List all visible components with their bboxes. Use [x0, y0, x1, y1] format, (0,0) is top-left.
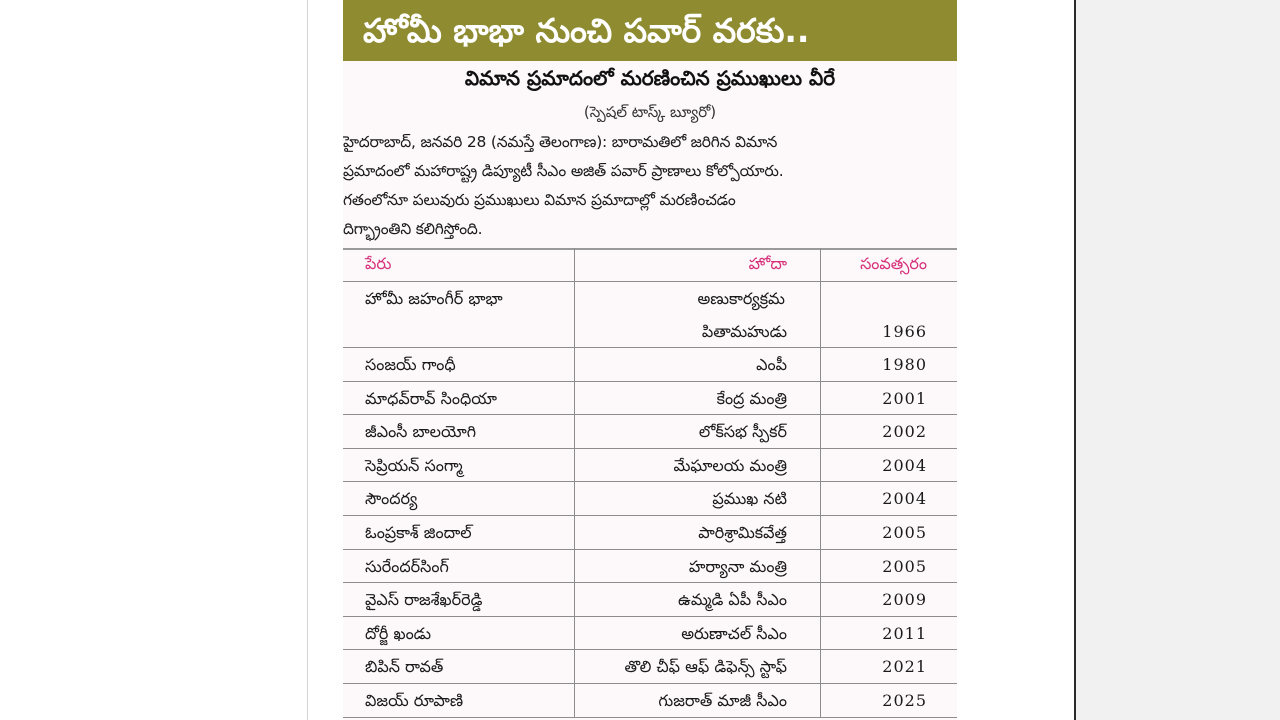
viewer-side-panel [1074, 0, 1280, 720]
row-rule [343, 347, 957, 348]
row-designation: పారిశ్రామికవేత్త [698, 523, 787, 542]
body-line: ప్రమాదంలో మహారాష్ట్ర డిప్యూటీ సీఎం అజిత్ పవార్ ప్రాణాలు కోల్పోయారు. [343, 162, 784, 180]
row-year: 2009 [882, 590, 927, 610]
headline-banner: హోమీ భాభా నుంచి పవార్ వరకు.. [343, 0, 957, 61]
row-year: 2001 [882, 388, 927, 408]
row-rule [343, 616, 957, 617]
row-name: సెప్రియన్ సంగ్మా [365, 455, 463, 475]
row-designation: గుజరాత్ మాజీ సీఎం [658, 691, 787, 710]
row-designation: ఎంపీ [756, 355, 787, 374]
newspaper-clipping [343, 0, 957, 720]
row-designation: లోక్‌సభ స్పీకర్ [698, 422, 787, 442]
column-divider [574, 582, 575, 616]
row-rule [343, 515, 957, 516]
body-line: గతంలోనూ పలువురు ప్రముఖులు విమాన ప్రమాదాల్లో మరణించడం [343, 191, 736, 209]
row-year: 2005 [882, 523, 927, 542]
row-rule [343, 717, 957, 718]
column-divider [574, 414, 575, 448]
row-designation: మేఘాలయ మంత్రి [673, 455, 787, 475]
column-divider [820, 549, 821, 583]
row-name: విజయ్ రూపాణి [365, 691, 464, 710]
page-gutter-left [0, 0, 306, 720]
row-year: 1966 [882, 322, 927, 341]
byline: (స్పెషల్ టాస్క్ బ్యూరో) [583, 103, 717, 121]
column-divider [574, 616, 575, 650]
column-divider [574, 248, 575, 348]
row-rule [343, 549, 957, 550]
header-designation: హోదా [748, 254, 787, 273]
column-divider [820, 414, 821, 448]
column-divider [574, 515, 575, 549]
column-divider [820, 683, 821, 717]
column-divider [820, 649, 821, 683]
column-divider [820, 616, 821, 650]
row-rule [343, 481, 957, 482]
row-rule [343, 448, 957, 449]
row-name: సౌందర్య [365, 489, 418, 509]
column-divider [820, 515, 821, 549]
column-divider [820, 582, 821, 616]
row-rule [343, 683, 957, 684]
header-year: సంవత్సరం [860, 254, 927, 273]
column-divider [820, 248, 821, 348]
row-year: 2004 [882, 455, 927, 475]
header-name: పేరు [365, 254, 392, 273]
column-divider [574, 448, 575, 482]
row-name: హోమీ జహంగీర్ భాభా [365, 289, 503, 308]
row-year: 2005 [882, 556, 927, 576]
row-name: సంజయ్ గాంధీ [365, 355, 456, 374]
row-designation: ప్రముఖ నటి [712, 489, 787, 509]
row-rule [343, 381, 957, 382]
column-divider [574, 347, 575, 381]
body-line: దిగ్భ్రాంతిని కలిగిస్తోంది. [343, 220, 483, 238]
column-divider [820, 481, 821, 515]
column-divider [820, 381, 821, 415]
row-year: 2011 [882, 623, 927, 643]
column-divider [574, 549, 575, 583]
body-line: హైదరాబాద్, జనవరి 28 (నమస్తే తెలంగాణ): బారామతిలో జరిగిన విమాన [343, 133, 778, 151]
row-name: సురేందర్‌సింగ్ [365, 556, 449, 576]
row-rule [343, 414, 957, 415]
column-divider [574, 381, 575, 415]
table-header-rule [343, 281, 957, 282]
column-divider [820, 347, 821, 381]
column-divider [574, 649, 575, 683]
row-designation: అణుకార్యక్రమ [697, 289, 785, 308]
row-designation: కేంద్ర మంత్రి [716, 388, 787, 408]
row-designation: అరుణాచల్ సీఎం [681, 623, 787, 643]
row-name: ఓంప్రకాశ్ జిందాల్ [365, 523, 472, 542]
row-rule [343, 582, 957, 583]
row-name: జీఎంసీ బాలయోగి [365, 422, 477, 442]
subheadline: విమాన ప్రమాదంలో మరణించిన ప్రముఖులు వీరే [464, 66, 836, 90]
row-designation: తొలి చీఫ్ ఆఫ్ డిఫెన్స్ స్టాఫ్ [624, 657, 787, 677]
row-designation: హర్యానా మంత్రి [688, 556, 787, 576]
row-designation: పితామహుడు [701, 322, 787, 341]
row-year: 1980 [882, 355, 927, 374]
row-year: 2021 [882, 657, 927, 677]
column-divider [820, 448, 821, 482]
row-year: 2002 [882, 422, 927, 442]
row-rule [343, 649, 957, 650]
row-name: బిపిన్ రావత్ [365, 657, 444, 677]
row-name: మాధవ్‌రావ్ సింధియా [365, 388, 497, 408]
row-name: దోర్జీ ఖండు [365, 623, 432, 643]
row-year: 2004 [882, 489, 927, 509]
row-designation: ఉమ్మడి ఏపీ సీఎం [678, 590, 787, 610]
page-edge [307, 0, 308, 720]
article-body [343, 128, 957, 244]
row-year: 2025 [882, 691, 927, 710]
row-name: వైఎస్ రాజశేఖర్‌రెడ్డి [365, 590, 483, 610]
table-top-rule [343, 248, 957, 250]
column-divider [574, 683, 575, 717]
column-divider [574, 481, 575, 515]
